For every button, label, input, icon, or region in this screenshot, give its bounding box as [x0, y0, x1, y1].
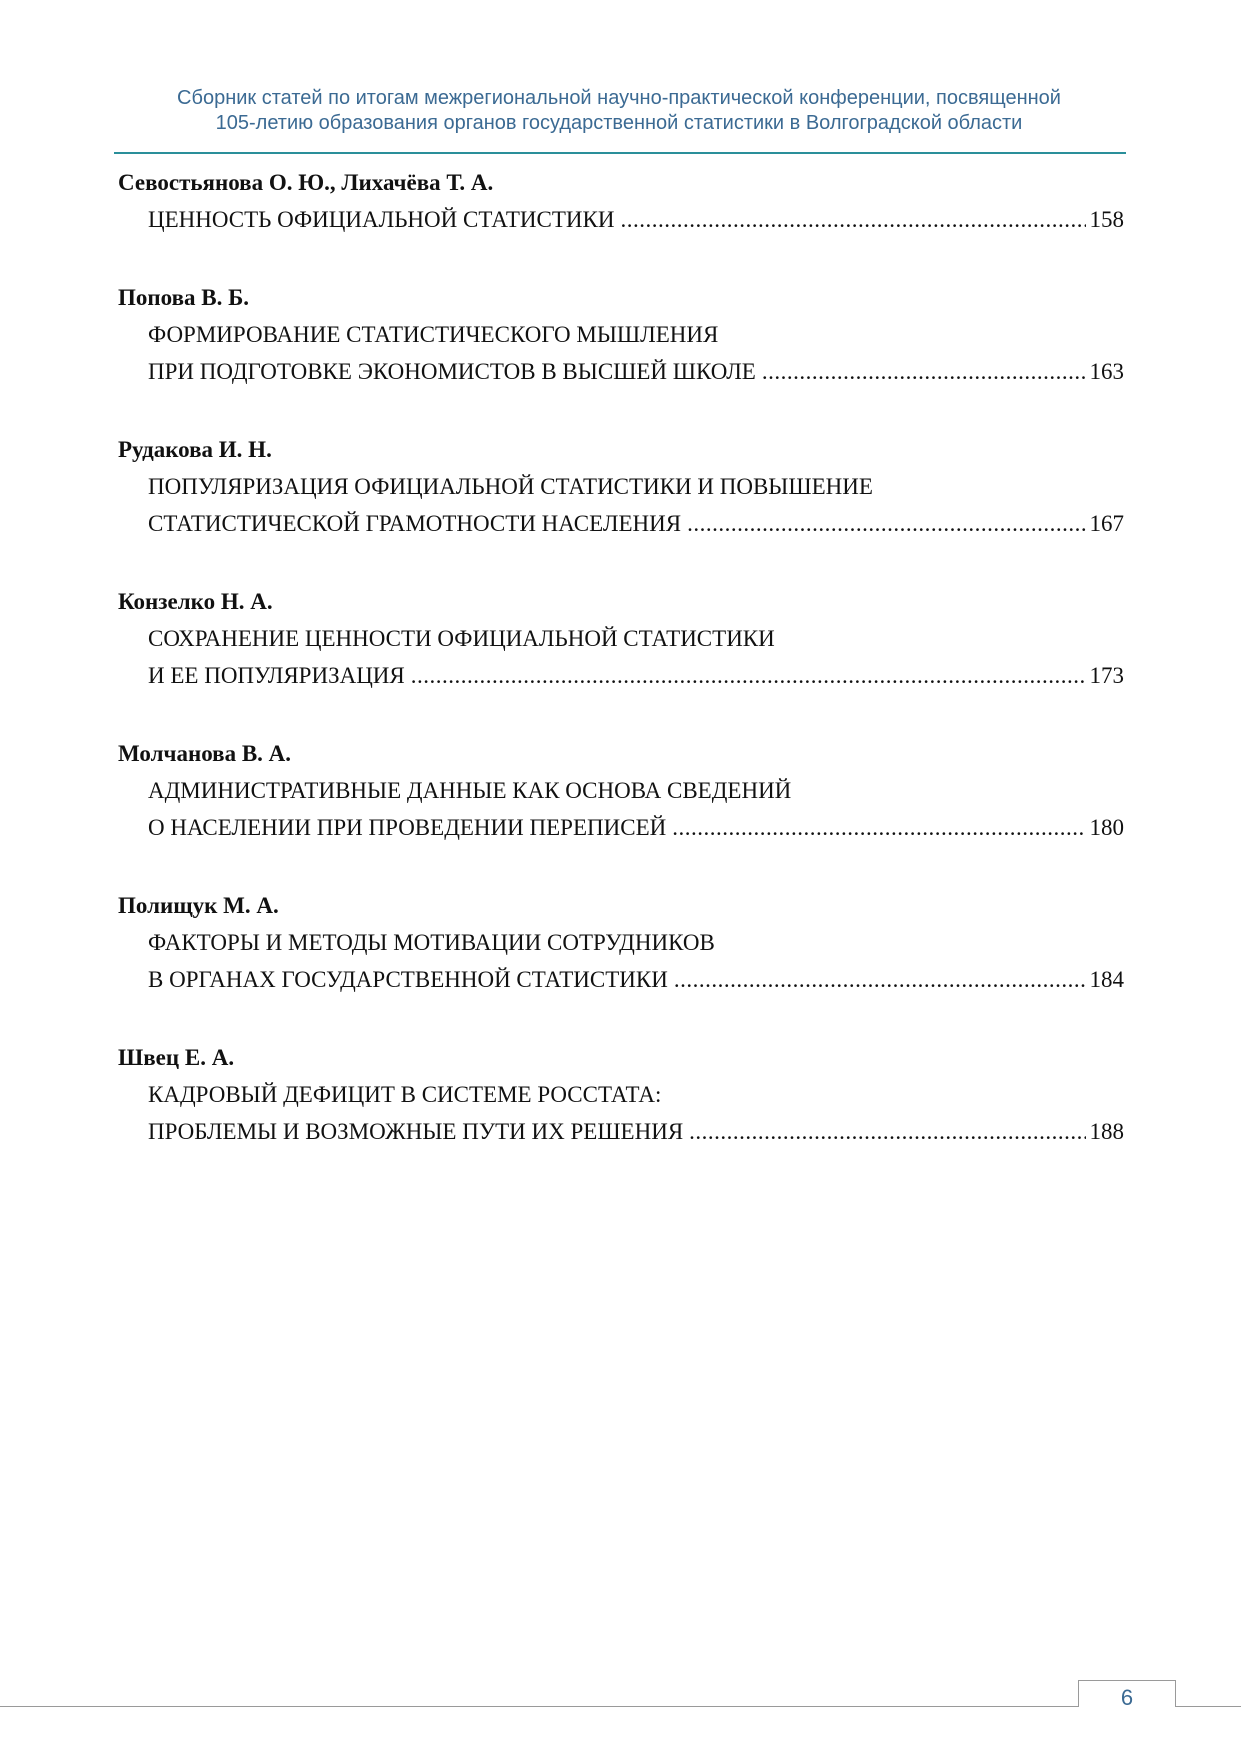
toc-entry-author: Попова В. Б.	[118, 285, 250, 310]
toc-entry-author: Швец Е. А.	[118, 1045, 235, 1070]
toc-entry-title: СОХРАНЕНИЕ ЦЕННОСТИ ОФИЦИАЛЬНОЙ СТАТИСТИКИ	[148, 626, 775, 651]
toc-entry-author: Севостьянова О. Ю., Лихачёва Т. А.	[118, 170, 494, 195]
toc-entry-page: 158	[1089, 207, 1124, 232]
toc-entry-author: Конзелко Н. А.	[118, 589, 273, 614]
toc-entry-title-line	[118, 1076, 1124, 1113]
toc-entry-title-line	[118, 353, 1124, 390]
toc-entry-page: 184	[1089, 967, 1124, 992]
toc-entry-author: Рудакова И. Н.	[118, 437, 272, 462]
toc-entry-title: И ЕЕ ПОПУЛЯРИЗАЦИЯ	[148, 663, 405, 688]
toc-dot-leader	[689, 1113, 1085, 1150]
page-number: 6	[1120, 1685, 1134, 1710]
toc-entry	[118, 279, 1124, 390]
toc-entry	[118, 164, 1124, 238]
running-header-line-1: Сборник статей по итогам межрегиональной научно-практической конференции, посвященной	[177, 87, 1061, 109]
table-of-contents	[118, 164, 1124, 1191]
toc-entry-title: ПРИ ПОДГОТОВКЕ ЭКОНОМИСТОВ В ВЫСШЕЙ ШКОЛЕ	[148, 359, 756, 384]
toc-entry	[118, 1039, 1124, 1150]
toc-entry	[118, 887, 1124, 998]
toc-entry-title: ПОПУЛЯРИЗАЦИЯ ОФИЦИАЛЬНОЙ СТАТИСТИКИ И ПОВЫШЕНИЕ	[148, 474, 873, 499]
toc-dot-leader	[762, 353, 1086, 390]
toc-dot-leader	[687, 505, 1085, 542]
running-header-line-2: 105-летию образования органов государственной статистики в Волгоградской области	[215, 112, 1023, 134]
toc-entry-title-line	[118, 924, 1124, 961]
toc-entry-title-line	[118, 772, 1124, 809]
toc-entry	[118, 431, 1124, 542]
toc-entry-page: 167	[1089, 511, 1124, 536]
toc-entry-page: 173	[1089, 663, 1124, 688]
toc-dot-leader	[411, 657, 1086, 694]
toc-entry-title: КАДРОВЫЙ ДЕФИЦИТ В СИСТЕМЕ РОССТАТА:	[148, 1082, 662, 1107]
footer-divider-left	[0, 1706, 1078, 1707]
toc-entry	[118, 735, 1124, 846]
header-divider	[114, 152, 1126, 154]
toc-entry-title: В ОРГАНАХ ГОСУДАРСТВЕННОЙ СТАТИСТИКИ	[148, 967, 668, 992]
toc-entry-author: Молчанова В. А.	[118, 741, 292, 766]
toc-entry-page: 180	[1089, 815, 1124, 840]
toc-entry-title: ФАКТОРЫ И МЕТОДЫ МОТИВАЦИИ СОТРУДНИКОВ	[148, 930, 715, 955]
toc-entry-author: Полищук М. А.	[118, 893, 279, 918]
toc-entry-title: ЦЕННОСТЬ ОФИЦИАЛЬНОЙ СТАТИСТИКИ	[148, 207, 615, 232]
toc-dot-leader	[620, 201, 1085, 238]
toc-entry-title: ПРОБЛЕМЫ И ВОЗМОЖНЫЕ ПУТИ ИХ РЕШЕНИЯ	[148, 1119, 684, 1144]
toc-entry-title: СТАТИСТИЧЕСКОЙ ГРАМОТНОСТИ НАСЕЛЕНИЯ	[148, 511, 682, 536]
toc-entry-title: О НАСЕЛЕНИИ ПРИ ПРОВЕДЕНИИ ПЕРЕПИСЕЙ	[148, 815, 667, 840]
toc-entry-title-line	[118, 201, 1124, 238]
running-header	[114, 86, 1124, 136]
toc-entry-title: АДМИНИСТРАТИВНЫЕ ДАННЫЕ КАК ОСНОВА СВЕДЕНИЙ	[148, 778, 792, 803]
toc-entry-title-line	[118, 961, 1124, 998]
toc-entry-title-line	[118, 657, 1124, 694]
toc-dot-leader	[674, 961, 1086, 998]
toc-entry-title-line	[118, 1113, 1124, 1150]
toc-entry-title-line	[118, 316, 1124, 353]
toc-entry-title-line	[118, 620, 1124, 657]
toc-entry-title: ФОРМИРОВАНИЕ СТАТИСТИЧЕСКОГО МЫШЛЕНИЯ	[148, 322, 719, 347]
toc-entry-page: 163	[1089, 359, 1124, 384]
toc-entry-title-line	[118, 505, 1124, 542]
toc-entry-page: 188	[1089, 1119, 1124, 1144]
footer-divider-right	[1176, 1706, 1241, 1707]
toc-dot-leader	[672, 809, 1085, 846]
toc-entry-title-line	[118, 809, 1124, 846]
toc-entry	[118, 583, 1124, 694]
page-number-tab	[1078, 1680, 1176, 1710]
toc-entry-title-line	[118, 468, 1124, 505]
